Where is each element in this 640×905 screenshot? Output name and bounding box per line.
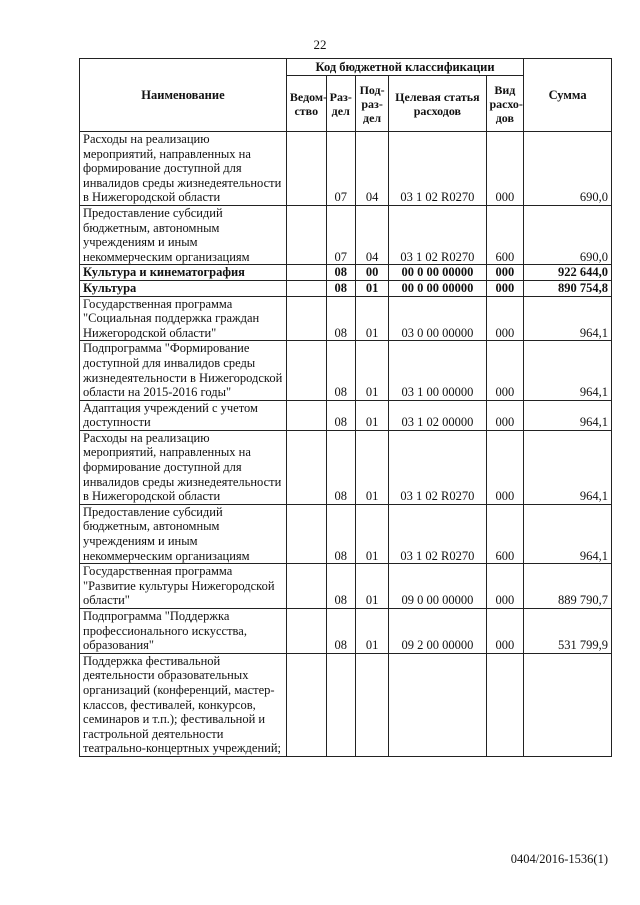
header-razd: Раз-дел: [326, 76, 355, 132]
cell-name: Расходы на реализацию мероприятий, направленных на формирование доступной для инвалидов среды жизнедеятельности в Нижегородской области: [80, 430, 287, 504]
cell-sum: 889 790,7: [524, 564, 612, 609]
header-sum: Сумма: [524, 59, 612, 132]
cell-cel: [389, 653, 486, 756]
cell-vid: 000: [486, 296, 524, 341]
cell-sum: 964,1: [524, 504, 612, 563]
cell-podr: 01: [355, 341, 388, 400]
cell-vid: 000: [486, 430, 524, 504]
cell-cel: 03 1 02 R0270: [389, 504, 486, 563]
cell-vid: 000: [486, 280, 524, 296]
cell-cel: 00 0 00 00000: [389, 280, 486, 296]
cell-ved: [286, 400, 326, 430]
cell-podr: 01: [355, 504, 388, 563]
cell-ved: [286, 132, 326, 206]
table-header: [80, 59, 612, 132]
cell-ved: [286, 564, 326, 609]
cell-podr: 01: [355, 609, 388, 654]
cell-vid: 000: [486, 132, 524, 206]
cell-sum: 922 644,0: [524, 265, 612, 281]
cell-podr: [355, 653, 388, 756]
cell-razd: 08: [326, 564, 355, 609]
cell-sum: 531 799,9: [524, 609, 612, 654]
cell-name: Поддержка фестивальной деятельности образовательных организаций (конференций, мастер-классов, фестивалей, конкурсов, семинаров и т.п.); фестивальной и гастрольной деятельности театрально-концертных учреждений;: [80, 653, 287, 756]
cell-ved: [286, 504, 326, 563]
cell-cel: 03 1 02 R0270: [389, 430, 486, 504]
cell-name: Предоставление субсидий бюджетным, автономным учреждениям и иным некоммерческим организациям: [80, 504, 287, 563]
cell-name: Государственная программа "Развитие культуры Нижегородской области": [80, 564, 287, 609]
cell-sum: 964,1: [524, 296, 612, 341]
cell-ved: [286, 653, 326, 756]
header-ved: Ведом-ство: [286, 76, 326, 132]
cell-razd: 08: [326, 400, 355, 430]
cell-razd: 08: [326, 265, 355, 281]
cell-name: Расходы на реализацию мероприятий, направленных на формирование доступной для инвалидов среды жизнедеятельности в Нижегородской области: [80, 132, 287, 206]
budget-table: [79, 58, 612, 757]
cell-cel: 03 1 02 R0270: [389, 132, 486, 206]
cell-ved: [286, 296, 326, 341]
cell-ved: [286, 609, 326, 654]
cell-name: Подпрограмма "Поддержка профессионального искусства, образования": [80, 609, 287, 654]
table-row: [80, 205, 612, 264]
cell-cel: 03 1 00 00000: [389, 341, 486, 400]
cell-podr: 01: [355, 280, 388, 296]
cell-cel: 09 2 00 00000: [389, 609, 486, 654]
table-row: [80, 400, 612, 430]
table-row: [80, 564, 612, 609]
cell-ved: [286, 280, 326, 296]
cell-name: Культура и кинематография: [80, 265, 287, 281]
cell-razd: 07: [326, 132, 355, 206]
document-code: 0404/2016-1536(1): [510, 852, 608, 866]
table-body: [80, 132, 612, 757]
header-name: Наименование: [80, 59, 287, 132]
cell-razd: 08: [326, 609, 355, 654]
cell-name: Предоставление субсидий бюджетным, автономным учреждениям и иным некоммерческим организациям: [80, 205, 287, 264]
cell-cel: 00 0 00 00000: [389, 265, 486, 281]
cell-vid: 000: [486, 400, 524, 430]
cell-razd: 08: [326, 341, 355, 400]
cell-sum: [524, 653, 612, 756]
cell-podr: 04: [355, 205, 388, 264]
cell-vid: 000: [486, 265, 524, 281]
cell-sum: 690,0: [524, 205, 612, 264]
header-vid: Вид расхо-дов: [486, 76, 524, 132]
cell-sum: 964,1: [524, 400, 612, 430]
cell-podr: 01: [355, 430, 388, 504]
cell-razd: 08: [326, 504, 355, 563]
cell-sum: 690,0: [524, 132, 612, 206]
header-cel: Целевая статья расходов: [389, 76, 486, 132]
cell-razd: [326, 653, 355, 756]
cell-name: Государственная программа "Социальная поддержка граждан Нижегородской области": [80, 296, 287, 341]
cell-sum: 890 754,8: [524, 280, 612, 296]
cell-cel: 03 1 02 R0270: [389, 205, 486, 264]
cell-name: Культура: [80, 280, 287, 296]
page-number: 22: [313, 37, 327, 52]
cell-cel: 03 0 00 00000: [389, 296, 486, 341]
cell-sum: 964,1: [524, 430, 612, 504]
table-row: [80, 504, 612, 563]
table-row: [80, 341, 612, 400]
cell-vid: 600: [486, 205, 524, 264]
cell-vid: 000: [486, 609, 524, 654]
cell-cel: 03 1 02 00000: [389, 400, 486, 430]
cell-ved: [286, 205, 326, 264]
table-row: [80, 280, 612, 296]
cell-podr: 01: [355, 296, 388, 341]
cell-vid: 000: [486, 564, 524, 609]
cell-ved: [286, 341, 326, 400]
cell-cel: 09 0 00 00000: [389, 564, 486, 609]
cell-podr: 04: [355, 132, 388, 206]
cell-vid: [486, 653, 524, 756]
cell-razd: 08: [326, 280, 355, 296]
cell-razd: 08: [326, 296, 355, 341]
table-row: [80, 653, 612, 756]
cell-name: Адаптация учреждений с учетом доступности: [80, 400, 287, 430]
cell-razd: 08: [326, 430, 355, 504]
cell-vid: 000: [486, 341, 524, 400]
cell-podr: 01: [355, 400, 388, 430]
table-row: [80, 430, 612, 504]
table-row: [80, 609, 612, 654]
cell-podr: 01: [355, 564, 388, 609]
header-podr: Под-раз-дел: [355, 76, 388, 132]
cell-razd: 07: [326, 205, 355, 264]
table-row: [80, 296, 612, 341]
cell-name: Подпрограмма "Формирование доступной для инвалидов среды жизнедеятельности в Нижегородской области на 2015-2016 годы": [80, 341, 287, 400]
cell-ved: [286, 265, 326, 281]
table-row: [80, 132, 612, 206]
header-budget-classification: Код бюджетной классификации: [286, 59, 523, 76]
table-row: [80, 265, 612, 281]
cell-vid: 600: [486, 504, 524, 563]
cell-sum: 964,1: [524, 341, 612, 400]
cell-ved: [286, 430, 326, 504]
cell-podr: 00: [355, 265, 388, 281]
